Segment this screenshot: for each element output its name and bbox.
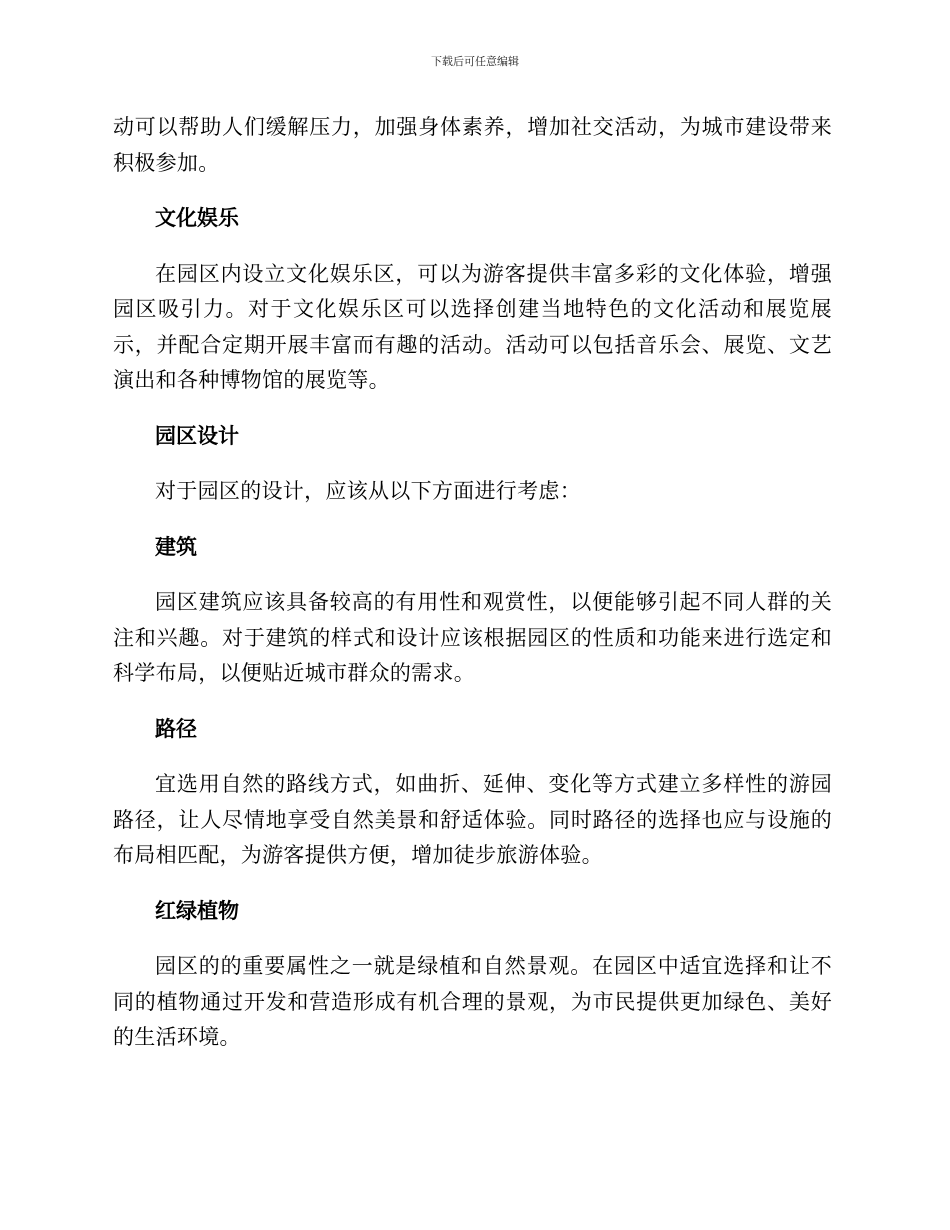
page-header: 下载后可任意编辑 (431, 55, 519, 68)
document-body (113, 110, 832, 1056)
paragraph-continued: 动可以帮助人们缓解压力，加强身体素养，增加社交活动，为城市建设带来积极参加。 (113, 115, 832, 175)
paragraph-architecture: 园区建筑应该具备较高的有用性和观赏性，以便能够引起不同人群的关注和兴趣。对于建筑的样式和设计应该根据园区的性质和功能来进行选定和科学布局，以便贴近城市群众的需求。 (113, 590, 832, 685)
paragraph-paths: 宜选用自然的路线方式，如曲折、延伸、变化等方式建立多样性的游园路径，让人尽情地享受自然美景和舒适体验。同时路径的选择也应与设施的布局相匹配，为游客提供方便，增加徒步旅游体验。 (113, 772, 832, 867)
section-heading-plants: 红绿植物 (155, 898, 239, 923)
paragraph-park-design: 对于园区的设计，应该从以下方面进行考虑： (155, 479, 581, 503)
section-heading-culture-entertainment: 文化娱乐 (155, 206, 239, 230)
section-heading-architecture: 建筑 (155, 534, 197, 559)
paragraph-plants: 园区的的重要属性之一就是绿植和自然景观。在园区中适宜选择和让不同的植物通过开发和营造形成有机合理的景观，为市民提供更加绿色、美好的生活环境。 (113, 954, 832, 1049)
section-heading-paths: 路径 (155, 716, 197, 741)
paragraph-culture-entertainment: 在园区内设立文化娱乐区，可以为游客提供丰富多彩的文化体验，增强园区吸引力。对于文化娱乐区可以选择创建当地特色的文化活动和展览展示，并配合定期开展丰富而有趣的活动。活动可以包括音乐会、展览、文艺演出和各种博物馆的展览等。 (113, 261, 832, 392)
section-heading-park-design: 园区设计 (155, 423, 239, 448)
